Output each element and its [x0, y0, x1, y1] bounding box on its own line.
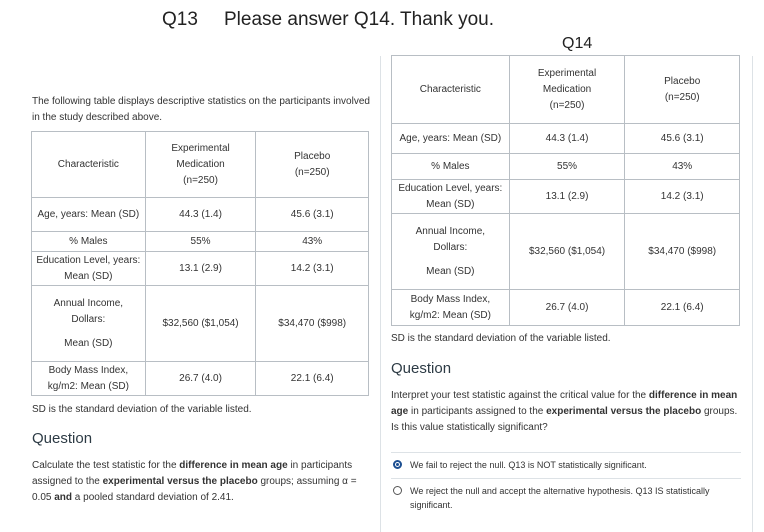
question-text-q14: Interpret your test statistic against the critical value for the difference in mean age in participants assigned to the experimental versus the placebo groups. Is this value statistically significant?: [391, 390, 738, 433]
answer-divider: [391, 478, 741, 479]
header-placebo: Placebo (n=250): [625, 56, 740, 124]
cell-placebo: 22.1 (6.4): [256, 362, 369, 396]
question-title: Question: [32, 430, 93, 447]
table-row: [392, 214, 740, 290]
row-label-income: Annual Income, Dollars: Mean (SD): [32, 286, 146, 362]
answer-option-label: We reject the null and accept the alternative hypothesis. Q13 IS statistically significant.: [410, 486, 710, 510]
answer-option-label: We fail to reject the null. Q13 is NOT statistically significant.: [410, 460, 647, 470]
row-label-education: Education Level, years: Mean (SD): [32, 252, 146, 286]
question-title-q14: Question: [391, 360, 452, 377]
cell-experimental: $32,560 ($1,054): [509, 214, 625, 290]
answer-option-fail-to-reject[interactable]: [393, 458, 738, 472]
cell-experimental: 26.7 (4.0): [145, 362, 256, 396]
table-row: [392, 154, 740, 180]
table-row: [32, 252, 369, 286]
table-row: [392, 180, 740, 214]
cell-placebo: $34,470 ($998): [625, 214, 740, 290]
descriptive-stats-table: [31, 131, 369, 396]
table-row: [32, 362, 369, 396]
table-row: [32, 286, 369, 362]
row-label-age: Age, years: Mean (SD): [392, 124, 510, 154]
cell-placebo: 45.6 (3.1): [625, 124, 740, 154]
header-experimental: Experimental Medication (n=250): [509, 56, 625, 124]
cell-experimental: $32,560 ($1,054): [145, 286, 256, 362]
q13-intro-text: The following table displays descriptive statistics on the participants involved in the study described above.: [32, 96, 370, 123]
q13-heading: Q13: [162, 9, 198, 30]
answer-divider: [391, 452, 741, 453]
cell-placebo: 14.2 (3.1): [625, 180, 740, 214]
table-row: [392, 290, 740, 326]
row-label-income: Annual Income, Dollars: Mean (SD): [392, 214, 510, 290]
row-label-bmi: Body Mass Index, kg/m2: Mean (SD): [32, 362, 146, 396]
cell-placebo: 14.2 (3.1): [256, 252, 369, 286]
q14-heading: Q14: [562, 35, 593, 52]
cell-experimental: 13.1 (2.9): [145, 252, 256, 286]
cell-experimental: 44.3 (1.4): [509, 124, 625, 154]
cell-experimental: 26.7 (4.0): [509, 290, 625, 326]
table-header-row: [392, 56, 740, 124]
row-label-education: Education Level, years: Mean (SD): [392, 180, 510, 214]
instruction-message: Please answer Q14. Thank you.: [224, 9, 495, 30]
descriptive-stats-table-q14: [391, 55, 740, 326]
header-characteristic: Characteristic: [392, 56, 510, 124]
table-row: [32, 198, 369, 232]
row-label-age: Age, years: Mean (SD): [32, 198, 146, 232]
answer-option-reject-null[interactable]: [393, 484, 738, 512]
question-text: Calculate the test statistic for the difference in mean age in participants assigned to the experimental versus the placebo groups; assuming α = 0.05 and a pooled standard deviation of 2.41.: [32, 460, 357, 503]
cell-placebo: 22.1 (6.4): [625, 290, 740, 326]
header-characteristic: Characteristic: [32, 132, 146, 198]
radio-unselected-icon[interactable]: [393, 486, 402, 495]
cell-placebo: 43%: [625, 154, 740, 180]
sd-note-q14: SD is the standard deviation of the variable listed.: [391, 333, 611, 344]
row-label-males: % Males: [392, 154, 510, 180]
panel-divider-left: [380, 56, 381, 532]
cell-placebo: $34,470 ($998): [256, 286, 369, 362]
cell-placebo: 45.6 (3.1): [256, 198, 369, 232]
panel-divider-right: [752, 56, 753, 532]
cell-experimental: 55%: [145, 232, 256, 252]
header-placebo: Placebo (n=250): [256, 132, 369, 198]
cell-experimental: 55%: [509, 154, 625, 180]
cell-placebo: 43%: [256, 232, 369, 252]
row-label-bmi: Body Mass Index, kg/m2: Mean (SD): [392, 290, 510, 326]
table-row: [392, 124, 740, 154]
header-experimental: Experimental Medication (n=250): [145, 132, 256, 198]
cell-experimental: 13.1 (2.9): [509, 180, 625, 214]
cell-experimental: 44.3 (1.4): [145, 198, 256, 232]
sd-note: SD is the standard deviation of the variable listed.: [32, 404, 252, 415]
table-row: [32, 232, 369, 252]
table-header-row: [32, 132, 369, 198]
row-label-males: % Males: [32, 232, 146, 252]
radio-selected-icon[interactable]: [393, 460, 402, 469]
